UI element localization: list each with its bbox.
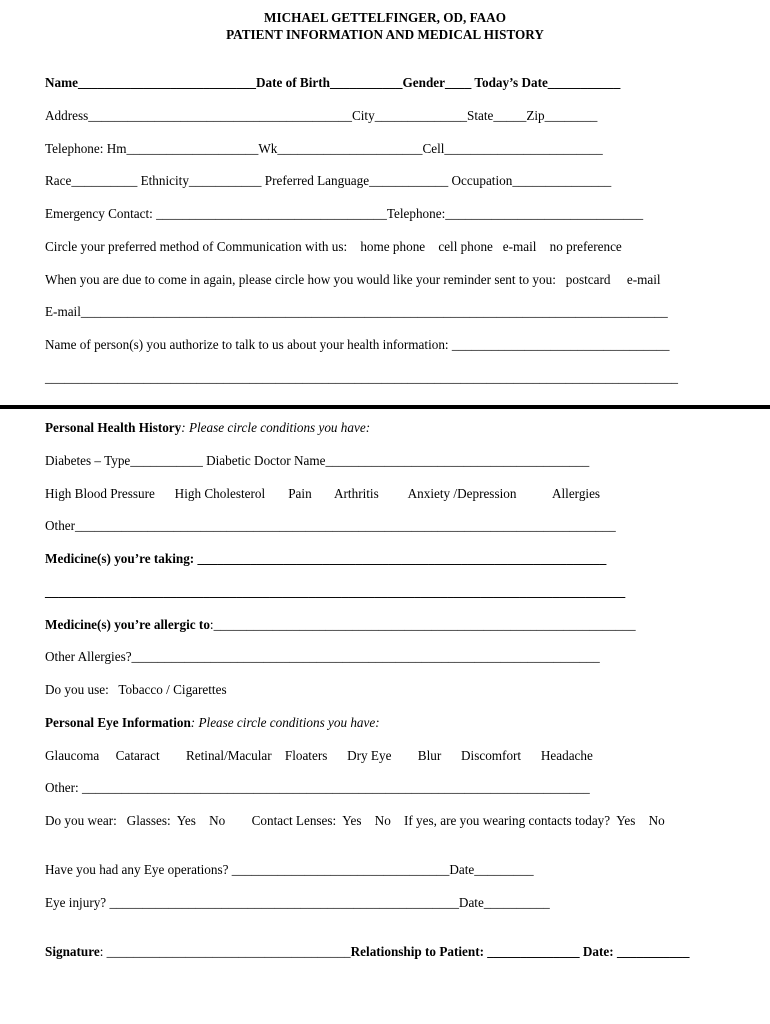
eye-injury-row[interactable]: Eye injury? _____________________________________________________Date__________ bbox=[45, 895, 550, 910]
authorized-persons-row[interactable]: Name of person(s) you authorize to talk to us about your health information: _________________________________ bbox=[45, 337, 670, 352]
tobacco-row[interactable]: Do you use: Tobacco / Cigarettes bbox=[45, 682, 227, 697]
medicines-taking-blank-row[interactable]: ________________________________________________________________________________________ bbox=[45, 584, 626, 599]
other-allergies-row[interactable]: Other Allergies?_______________________________________________________________________ bbox=[45, 649, 600, 664]
eye-info-label: Personal Eye Information bbox=[45, 715, 191, 730]
medicines-allergic-row[interactable] bbox=[45, 617, 636, 633]
medicines-allergic-label: Medicine(s) you’re allergic to bbox=[45, 617, 210, 632]
eye-operations-row[interactable]: Have you had any Eye operations? _________________________________Date_________ bbox=[45, 862, 534, 877]
eyewear-row[interactable]: Do you wear: Glasses: Yes No Contact Lenses: Yes No If yes, are you wearing contacts today? Yes No bbox=[45, 813, 665, 828]
eye-info-instructions: : Please circle conditions you have: bbox=[190, 715, 380, 730]
other-eye-conditions-row[interactable]: Other: _____________________________________________________________________________ bbox=[45, 780, 590, 795]
medicines-taking-row[interactable]: Medicine(s) you’re taking: ______________________________________________________________ bbox=[45, 551, 607, 566]
telephone-row[interactable]: Telephone: Hm____________________Wk______________________Cell________________________ bbox=[45, 141, 603, 156]
form-title: MICHAEL GETTELFINGER, OD, FAAO bbox=[264, 10, 506, 25]
eye-conditions-row[interactable]: Glaucoma Cataract Retinal/Macular Floaters Dry Eye Blur Discomfort Headache bbox=[45, 748, 593, 763]
diabetes-row[interactable]: Diabetes – Type___________ Diabetic Doctor Name________________________________________ bbox=[45, 453, 590, 468]
reminder-method-row[interactable]: When you are due to come in again, please circle how you would like your reminder sent to you: postcard e-mail bbox=[45, 272, 661, 287]
name-dob-gender-row[interactable]: Name___________________________Date of Birth___________Gender____ Today’s Date___________ bbox=[45, 75, 621, 90]
personal-health-instructions: : Please circle conditions you have: bbox=[181, 420, 371, 435]
other-conditions-row[interactable]: Other__________________________________________________________________________________ bbox=[45, 518, 616, 533]
form-subtitle: PATIENT INFORMATION AND MEDICAL HISTORY bbox=[226, 27, 544, 42]
health-conditions-row[interactable]: High Blood Pressure High Cholesterol Pain Arthritis Anxiety /Depression Allergies bbox=[45, 486, 601, 501]
signature-line[interactable]: : _____________________________________ bbox=[99, 944, 351, 959]
communication-method-row[interactable]: Circle your preferred method of Communication with us: home phone cell phone e-mail no preference bbox=[45, 239, 622, 254]
personal-health-label: Personal Health History bbox=[45, 420, 182, 435]
medicines-allergic-line[interactable]: :________________________________________________________________ bbox=[209, 617, 636, 632]
emergency-contact-row[interactable]: Emergency Contact: ___________________________________Telephone:______________________________ bbox=[45, 206, 644, 221]
email-row[interactable]: E-mail_________________________________________________________________________________________ bbox=[45, 304, 668, 319]
section-divider bbox=[0, 405, 770, 409]
eye-info-heading bbox=[45, 715, 380, 731]
relationship-date-field[interactable]: Relationship to Patient: ______________ Date: ___________ bbox=[350, 944, 690, 959]
race-ethnicity-row[interactable]: Race__________ Ethnicity___________ Preferred Language____________ Occupation_______________ bbox=[45, 173, 612, 188]
address-row[interactable]: Address________________________________________City______________State_____Zip________ bbox=[45, 108, 598, 123]
signature-row[interactable] bbox=[45, 944, 689, 960]
authorized-persons-blank-row[interactable]: ________________________________________________________________________________________________ bbox=[45, 370, 678, 385]
signature-label: Signature bbox=[45, 944, 100, 959]
personal-health-heading bbox=[45, 420, 370, 436]
